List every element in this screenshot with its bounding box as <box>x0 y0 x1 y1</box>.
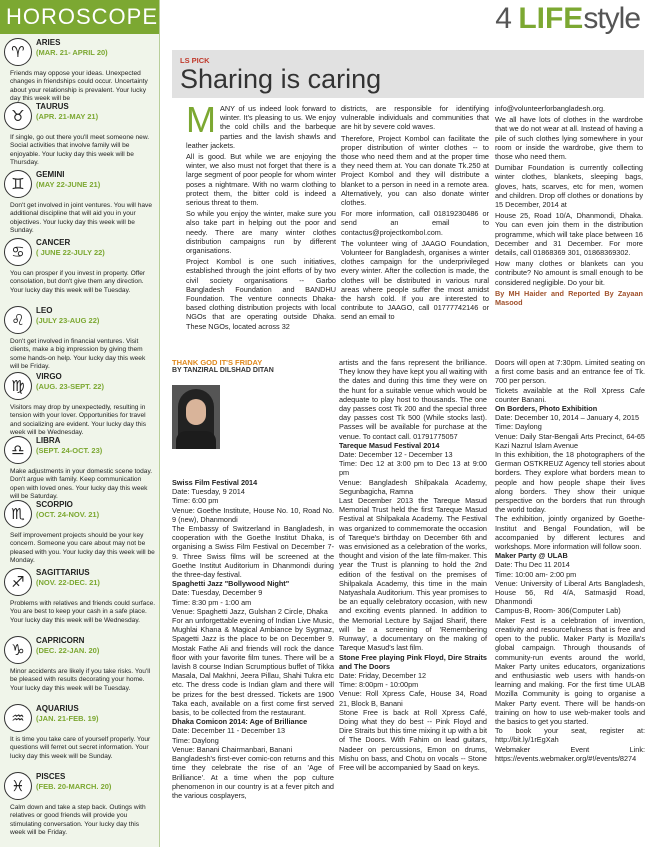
event-title: Dhaka Comicon 2014: Age of Brilliance <box>172 717 308 727</box>
sharing-banner <box>172 50 644 98</box>
event-title: Maker Party @ ULAB <box>495 551 568 561</box>
sign-forecast: Visitors may drop by unexpectedly, resulting in tension with your lover. Opportunities for travel and socializing are evident. Your lucky day this week will be Wednesday. <box>10 404 146 437</box>
sign-dates: (JAN. 21-FEB. 19) <box>36 714 99 723</box>
sign-dates: (APR. 21-MAY 21) <box>36 112 99 121</box>
sign-name: ARIES <box>36 38 61 47</box>
paragraph: Project Kombol is one such initiatives, established through the joint efforts of by two civil society organisations -- Garbo Bangladesh Foundation and BANDHU Foundation. The venture connects Dhaka-based clothing distribution projects with local NGOs that are operating outside Dhaka. These NGOs, located across 32 <box>186 257 336 331</box>
event-detail: Time: 6:00 pm <box>172 496 219 506</box>
sign-forecast: Problems with relatives and friends could surface. You are best to keep your cash in a safe place. Your lucky day this week will be Wednesday. <box>10 600 156 624</box>
section-brand <box>495 2 640 36</box>
drop-cap: M <box>186 99 216 140</box>
paragraph: So while you enjoy the winter, make sure you also take part in helping out the poor and needy. There are many winter clothes distribution campaigns run by different organisations. <box>186 209 336 256</box>
sharing-column-2 <box>341 104 489 324</box>
paragraph: For more information, call 01819230486 or send an email to contactus@projectkombol.com. <box>341 209 489 237</box>
virgo-icon: ♍ <box>4 372 32 400</box>
event-detail: Venue: Roll Xpress Cafe, House 34, Road 21, Block B, Banani <box>339 689 487 708</box>
event-detail: Stone Free is back at Roll Xpress Café, Doing what they do best -- Pink Floyd and Dire Straits but this time mixing it up with a bit of The Doors. With Fahim on lead guitars, Nadeer on percussions, Emon on drums, Mishu on bass, and Chotu on vocals -- Stone Free will be accompanied by Saad on keys. <box>339 707 487 772</box>
event-detail: Date: Tuesday, December 9 <box>172 588 263 598</box>
event-detail: Date: Tuesday, 9 2014 <box>172 487 245 497</box>
sign-name: LEO <box>36 306 53 315</box>
sign-name: VIRGO <box>36 372 62 381</box>
event-detail: Maker Fest is a celebration of invention, creativity and resourcefulness that is free and open to the public. Maker Party is Mozilla's global campaign. Through thousands of community-run events around the world, Maker Party unites educators, organizations and enthusiastic web users with hands-on learning and making. For the first time ULAB Mozilla Community is going to organise a Maker Party event. There will be hands-on training on how to use web-maker tools and the basics to get you started. <box>495 615 645 726</box>
event-detail: Time: 10:00 am- 2:00 pm <box>495 569 577 579</box>
event-detail: artists and the fans represent the brilliance. They know they have kept you all waiting with the dates and during this time they were on the hunt for a suitable venue which would be adequate to play host to thousands. The one day passes cost Tk 200 and the special three day passes cost Tk 500 (While stocks last). Passes will be available for purchase at the venue. To contact call. 01791775057 <box>339 358 487 441</box>
sign-dates: (MAR. 21- APRIL 20) <box>36 48 108 57</box>
sign-name: SAGITTARIUS <box>36 568 90 577</box>
event-detail: Venue: Bangladesh Shilpakala Academy, Segunbagicha, Ramna <box>339 477 487 496</box>
sign-name: AQUARIUS <box>36 704 79 713</box>
sign-forecast: Self improvement projects should be your key concern. Someone you care about may not be pleased with you. Your lucky day this week will be Monday. <box>10 532 155 565</box>
capricorn-icon: ♑ <box>4 636 32 664</box>
paragraph: We all have lots of clothes in the wardrobe that we do not wear at all. Instead of having a pile of such clothes lying somewhere in your room or inside the wardrobe, give them to those who need them. <box>495 115 643 162</box>
sign-forecast: Don't get involved in joint ventures. You will have additional discipline that will aid you in your objectives. Your lucky day this week will be Sunday. <box>10 202 153 235</box>
brand-style: style <box>583 2 640 35</box>
brand-number: 4 <box>495 2 511 35</box>
event-detail: Bangladesh's first-ever comic-con returns and this time they celebrate the rise of an 'Age of Brilliance'. At a time when the pop culture phenomenon in our country is at a fever pitch and the various cosplayers, <box>172 754 334 800</box>
event-detail: Time: 8:30 pm - 1:00 am <box>172 597 252 607</box>
sign-dates: (FEB. 20-MARCH. 20) <box>36 782 112 791</box>
event-detail: In this exhibition, the 18 photographers of the German OSTKREUZ Agency tell stories about borders. They explore what borders mean to people and how people shape their lives along borders. They show their unique perspective on the borders that run through the world today. <box>495 450 645 515</box>
paragraph: districts, are responsible for identifying vulnerable individuals and communities that are hit by severe cold waves. <box>341 104 489 132</box>
sharing-column-1 <box>186 99 336 333</box>
sign-forecast: If single, go out there you'll meet someone new. Social activities that involve family will be enjoyable. Your lucky day this week will be Thursday. <box>10 134 150 167</box>
brand-life: LIFE <box>518 2 584 35</box>
tgif-byline: BY TANZIRAL DILSHAD DITAN <box>172 367 274 374</box>
tgif-column-2 <box>339 358 487 772</box>
sign-forecast: Minor accidents are likely if you take risks. You'll be pleased with results decorating your home. Your lucky day this week will be Tuesday. <box>10 668 151 692</box>
sign-forecast: Friends may oppose your ideas. Unexpected changes in friendships could occur. Uncertainty about your relationship is prevalent. Your lucky day this week will be <box>10 70 148 103</box>
paragraph: Therefore, Project Kombol can facilitate the proper distribution of winter clothes -- to those who need them and at the proper time they need them at. You can donate Tk.250 at Project Kombol and they will distribute a blanket to a person in need in a remote area. Alternatively, you can also donate winter clothes. <box>341 133 489 208</box>
event-detail: Campus-B, Room- 306(Computer Lab) <box>495 606 621 616</box>
cancer-icon: ♋ <box>4 238 32 266</box>
event-detail: To book your seat, register at: http://bit.ly/1rEgXah <box>495 726 645 745</box>
event-title: Stone Free playing Pink Floyd, Dire Straits and The Doors <box>339 652 487 671</box>
paragraph: The volunteer wing of JAAGO Foundation, Volunteer for Bangladesh, organises a winter clothes campaign for the underprivileged every winter. After the collection is made, the clothes will be distributed in various rural areas where people suffer the most amidst the harsh cold. If you are interested to contribute to JAAGO, call 01777742146 or send an email to <box>341 238 489 322</box>
event-detail: Time: Daylong <box>495 422 542 432</box>
taurus-icon: ♉ <box>4 102 32 130</box>
event-title: Swiss Film Festival 2014 <box>172 478 258 487</box>
event-title: Tareque Masud Festival 2014 <box>339 440 440 450</box>
event-detail: Date: December 12 - December 13 <box>339 450 453 460</box>
event-detail: Time: Dec 12 at 3:00 pm to Dec 13 at 9:00 pm <box>339 459 487 478</box>
sign-forecast: You can prosper if you invest in property. Offer consolation, but don't give them any direction. Your lucky day this week will be Tuesday. <box>10 270 146 294</box>
pisces-icon: ♓ <box>4 772 32 800</box>
horoscope-sidebar <box>0 0 160 847</box>
sign-dates: (DEC. 22-JAN. 20) <box>36 646 100 655</box>
sign-forecast: Don't get involved in financial ventures. Visit clients, make a big impression by giving them some hands-on help. Your lucky day this week will be Friday. <box>10 338 146 371</box>
paragraph: House 25, Road 10/A, Dhanmondi, Dhaka. You can even join them in the distribution programme, which will take place between 16 December and 31 December. For more details, call 01868369 301, 01868369302. <box>495 211 643 258</box>
leo-icon: ♌ <box>4 306 32 334</box>
event-detail: Time: Daylong <box>172 735 219 745</box>
aries-icon: ♈ <box>4 38 32 66</box>
sharing-kicker: LS PICK <box>180 56 210 65</box>
sign-name: PISCES <box>36 772 66 781</box>
sign-dates: ( JUNE 22-JULY 22) <box>36 248 105 257</box>
sign-forecast: Make adjustments in your domestic scene today. Don't argue with family. Keep communication open with loved ones. Your lucky day this week will be Saturday. <box>10 468 153 501</box>
tgif-kicker: THANK GOD IT'S FRIDAY <box>172 358 263 367</box>
libra-icon: ♎ <box>4 436 32 464</box>
paragraph: MANY of us indeed look forward to winter. It's pleasing to us. We enjoy the cold chills and the barbeque parties and the lavish shawls and leather jackets. <box>186 99 336 150</box>
sign-name: SCORPIO <box>36 500 73 509</box>
event-detail: Date: December 10, 2014 – January 4, 2015 <box>495 413 640 423</box>
aquarius-icon: ♒ <box>4 704 32 732</box>
sign-forecast: Calm down and take a step back. Outings with relatives or good friends will provide you stimulating conversation. Your lucky day this week will be Friday. <box>10 804 146 837</box>
event-detail: Doors will open at 7:30pm. Limited seating on a first come basis and an entrance fee of Tk. 700 per person. <box>495 358 645 386</box>
event-detail: Venue: Goethe Institute, House No. 10, Road No. 9 (new), Dhanmondi <box>172 505 334 524</box>
sign-dates: (MAY 22-JUNE 21) <box>36 180 101 189</box>
event-detail: The exhibition, jointly organized by Goethe-Institut and Bengal Foundation, will be accompanied by different lectures and workshops. More information will follow soon. <box>495 514 645 552</box>
tgif-column-3 <box>495 358 645 763</box>
sharing-column-3 <box>495 104 643 309</box>
event-detail: Date: Thu Dec 11 2014 <box>495 560 570 570</box>
sign-name: TAURUS <box>36 102 69 111</box>
sharing-title: Sharing is caring <box>180 64 382 94</box>
sign-forecast: It is time you take care of yourself properly. Your questions will ferret out secret information. Your lucky day this week will be Sunday. <box>10 736 151 760</box>
sign-name: CANCER <box>36 238 71 247</box>
event-detail: Venue: University of Liberal Arts Bangladesh, House 56, Rd 4/A, Satmasjid Road, Dhanmondi <box>495 578 645 607</box>
event-detail: Tickets available at the Roll Xpress Cafe counter Banani. <box>495 385 645 404</box>
paragraph: How many clothes or blankets can you contribute? No amount is small enough to be considered negligible. Do your bit. <box>495 259 643 287</box>
sign-dates: (OCT. 24-NOV. 21) <box>36 510 100 519</box>
sagittarius-icon: ♐ <box>4 568 32 596</box>
event-detail: Date: December 11 - December 13 <box>172 726 286 736</box>
sign-name: GEMINI <box>36 170 65 179</box>
event-detail: Time: 8:00pm - 10:00pm <box>339 680 419 690</box>
event-detail: Date: Friday, December 12 <box>339 670 427 680</box>
paragraph: info@volunteerforbangladesh.org. <box>495 104 606 113</box>
paragraph: All is good. But while we are enjoying the winter, we also must not forget that there is a large segment of poor people for whom winter poses a nightmare. With no warm clothing to protect them, the bitter cold is indeed a serious threat to them. <box>186 152 336 208</box>
event-detail: Venue: Daily Star-Bengali Arts Precinct, 64-65 Kazi Nazrul Islam Avenue <box>495 431 645 450</box>
tgif-column-1 <box>172 478 334 800</box>
gemini-icon: ♊ <box>4 170 32 198</box>
sharing-byline: By MH Haider and Reported By Zayaan Masood <box>495 288 643 308</box>
horoscope-title: HOROSCOPE <box>0 0 159 34</box>
event-title: On Borders, Photo Exhibition <box>495 404 598 414</box>
event-detail: For an unforgettable evening of Indian Live Music, Mughlai Khana & Magical Ambiance by Sygmaz, Spagetti Jazz is the place to be on December 9. Mostak Fathe Ali and friends will rock the dance floor with your favorite film tunes. There will be a lavish 8 course Indian Scrumptious buffet of Tikka Masala, Dal Makhni, Jeera Pillau, Shahi Tukra etc etc. The dress code is Indian glam and there will be prizes for the best dressed. Tickets are 1900 Taka each, available on a first come first served basis, to be collected from the restaurant. <box>172 616 334 718</box>
sign-dates: (JULY 23-AUG 22) <box>36 316 100 325</box>
sign-name: LIBRA <box>36 436 61 445</box>
event-detail: Venue: Spaghetti Jazz, Gulshan 2 Circle, Dhaka <box>172 606 328 616</box>
sign-name: CAPRICORN <box>36 636 85 645</box>
scorpio-icon: ♏ <box>4 500 32 528</box>
event-detail: Last December 2013 the Tareque Masud Memorial Trust held the first Tareque Masud Festival at Shilpakala Academy. The Festival was organized to commemorate the occasion of Tareque's birthday on December 6th and was envisioned as a celebration of the works, thought and vision of the late film-maker. This year the Trust is planning to hold the 2nd edition of the festival on the premises of Shilpakala Academy, this time in the main Natyashala Auditorium. This year promises to be an equally celebratory occasion, with new and exciting events planned. In addition to the Memorial Lecture by Sajjad Sharif, there will be a screening of 'Remembering Runway', a documentary on the making of Tareque Masud's last film. <box>339 496 487 653</box>
event-title: Spaghetti Jazz "Bollywood Night" <box>172 579 290 589</box>
sign-dates: (NOV. 22-DEC. 21) <box>36 578 100 587</box>
event-detail: The Embassy of Switzerland in Bangladesh, in cooperation with the Goethe Institut Dhaka, is organising a Swiss Film Festival on December 7-9. Three Swiss films will be screened at the Goethe Institut Auditorium in Dhanmondi during the three-day festival. <box>172 524 334 580</box>
event-detail: Webmaker Event Link: https://events.webmaker.org/#!/events/8274 <box>495 744 645 763</box>
sign-dates: (SEPT. 24-OCT. 23) <box>36 446 103 455</box>
author-photo <box>172 385 220 449</box>
sign-dates: (AUG. 23-SEPT. 22) <box>36 382 104 391</box>
paragraph: Durnibar Foundation is currently collecting winter clothes, blankets, sleeping bags, gloves, hats, scarves, etc for men, women and children. Drop off clothes or donations by 15 December, 2014 at <box>495 163 643 210</box>
event-detail: Venue: Banani Chairmanbari, Banani <box>172 744 293 754</box>
